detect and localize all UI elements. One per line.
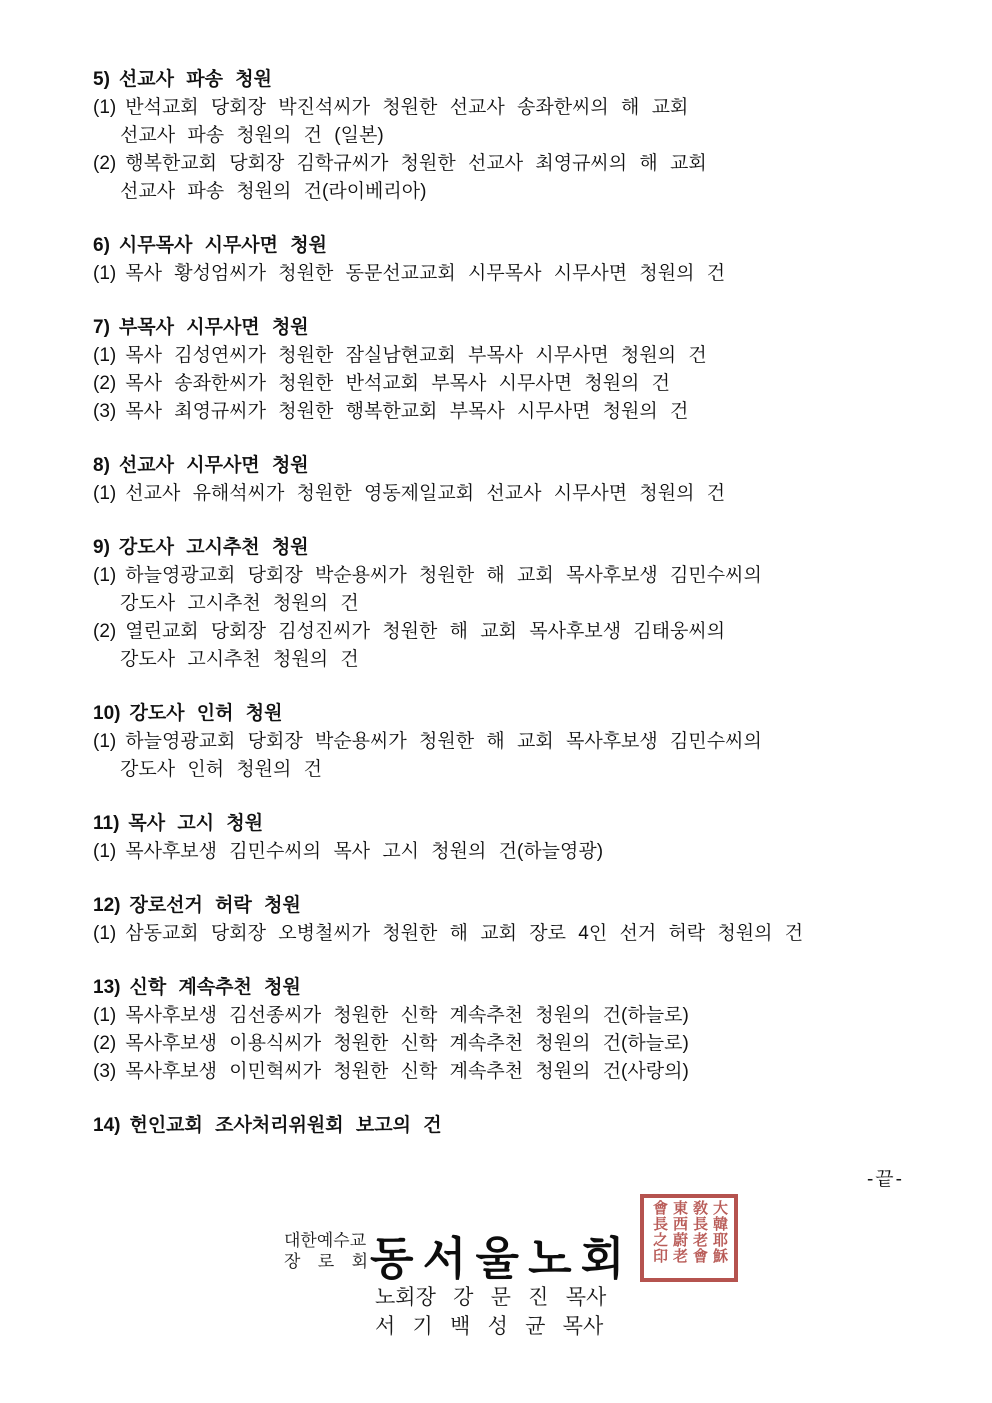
item-text: 목사 최영규씨가 청원한 행복한교회 부목사 시무사면 청원의 건 [125, 401, 689, 422]
petition-item [93, 1002, 906, 1030]
section-heading [93, 452, 906, 480]
section-heading [93, 810, 906, 838]
item-number: (1) [93, 731, 117, 752]
section-title: 강도사 고시추천 청원 [118, 537, 309, 558]
section-heading [93, 892, 906, 920]
petition-line [93, 756, 906, 784]
section-title: 선교사 파송 청원 [118, 69, 272, 90]
section-items [93, 260, 906, 288]
item-number: (2) [93, 1033, 117, 1054]
section-heading [93, 232, 906, 260]
item-number: (3) [93, 1061, 117, 1082]
petition-section [93, 1112, 906, 1140]
petition-line [93, 178, 906, 206]
petition-line [93, 150, 906, 178]
petition-section [93, 314, 906, 426]
item-number: (3) [93, 401, 117, 422]
org-small-line1: 대한예수교 [284, 1231, 367, 1250]
item-number: (1) [93, 1005, 117, 1026]
petition-item [93, 618, 906, 674]
end-mark: -끝- [866, 1169, 904, 1190]
section-title: 신학 계속추천 청원 [129, 977, 301, 998]
item-number: (2) [93, 153, 117, 174]
item-text: 열린교회 당회장 김성진씨가 청원한 해 교회 목사후보생 김태웅씨의 [125, 621, 726, 642]
section-heading [93, 974, 906, 1002]
section-title: 부목사 시무사면 청원 [118, 317, 309, 338]
petition-section [93, 232, 906, 288]
item-text: 목사후보생 이용식씨가 청원한 신학 계속추천 청원의 건(하늘로) [125, 1033, 689, 1054]
petition-item [93, 1030, 906, 1058]
item-text: 목사후보생 김민수씨의 목사 고시 청원의 건(하늘영광) [125, 841, 604, 862]
section-heading [93, 534, 906, 562]
item-text: 목사후보생 이민혁씨가 청원한 신학 계속추천 청원의 건(사랑의) [125, 1061, 689, 1082]
section-items [93, 342, 906, 426]
petition-item [93, 562, 906, 618]
section-heading [93, 1112, 906, 1140]
petition-item [93, 480, 906, 508]
petition-section [93, 892, 906, 948]
item-text: 선교사 유해석씨가 청원한 영동제일교회 선교사 시무사면 청원의 건 [125, 483, 726, 504]
section-items [93, 920, 906, 948]
section-title: 목사 고시 청원 [128, 813, 264, 834]
petition-line [93, 562, 906, 590]
petition-item [93, 838, 906, 866]
petition-item [93, 342, 906, 370]
petition-section [93, 700, 906, 784]
section-number: 6) [93, 235, 110, 256]
petition-section [93, 974, 906, 1086]
section-title: 장로선거 허락 청원 [129, 895, 301, 916]
item-text: 강도사 고시추천 청원의 건 [120, 649, 359, 670]
item-text: 목사 송좌한씨가 청원한 반석교회 부목사 시무사면 청원의 건 [125, 373, 671, 394]
moderator-signature-line: 노회장 강 문 진 목사 [375, 1285, 607, 1309]
section-heading [93, 700, 906, 728]
section-items [93, 562, 906, 674]
petition-section [93, 810, 906, 866]
petition-line [93, 1058, 906, 1086]
petition-item [93, 260, 906, 288]
section-number: 7) [93, 317, 110, 338]
petition-line [93, 728, 906, 756]
petition-line [93, 1002, 906, 1030]
item-text: 하늘영광교회 당회장 박순용씨가 청원한 해 교회 목사후보생 김민수씨의 [125, 565, 762, 586]
petition-item [93, 150, 906, 206]
section-number: 10) [93, 703, 121, 724]
petition-item [93, 1058, 906, 1086]
petition-line [93, 1030, 906, 1058]
section-items [93, 838, 906, 866]
item-text: 강도사 인허 청원의 건 [120, 759, 323, 780]
petition-line [93, 920, 906, 948]
section-number: 12) [93, 895, 121, 916]
secretary-signature-line: 서 기 백 성 균 목사 [375, 1314, 604, 1338]
seal-script-text: 大韓耶穌敎長老會東西蔚老會長之印 [651, 1200, 727, 1264]
petition-section [93, 534, 906, 674]
petition-line [93, 94, 906, 122]
item-number: (1) [93, 345, 117, 366]
item-number: (1) [93, 97, 117, 118]
item-text: 반석교회 당회장 박진석씨가 청원한 선교사 송좌한씨의 해 교회 [125, 97, 689, 118]
petition-line [93, 260, 906, 288]
section-items [93, 1002, 906, 1086]
petition-section [93, 66, 906, 206]
petition-line [93, 370, 906, 398]
org-name-large: 동 서 울 노 회 [370, 1234, 625, 1284]
petition-line [93, 838, 906, 866]
item-text: 삼동교회 당회장 오병철씨가 청원한 해 교회 장로 4인 선거 허락 청원의 건 [125, 923, 804, 944]
section-title: 시무목사 시무사면 청원 [118, 235, 328, 256]
item-number: (1) [93, 841, 117, 862]
item-number: (1) [93, 565, 117, 586]
item-number: (2) [93, 373, 117, 394]
item-text: 선교사 파송 청원의 건 (일본) [120, 125, 384, 146]
section-title: 선교사 시무사면 청원 [118, 455, 309, 476]
section-heading [93, 314, 906, 342]
org-name-small [284, 1230, 368, 1272]
item-text: 선교사 파송 청원의 건(라이베리아) [120, 181, 427, 202]
item-number: (1) [93, 483, 117, 504]
section-items [93, 480, 906, 508]
petition-line [93, 618, 906, 646]
petition-list [93, 66, 906, 1194]
item-text: 목사후보생 김선종씨가 청원한 신학 계속추천 청원의 건(하늘로) [125, 1005, 689, 1026]
petition-line [93, 342, 906, 370]
org-small-line2: 장 로 회 [284, 1252, 368, 1271]
petition-line [93, 590, 906, 618]
petition-section [93, 452, 906, 508]
section-number: 14) [93, 1115, 121, 1136]
petition-item [93, 370, 906, 398]
sections [93, 66, 906, 1140]
petition-item [93, 398, 906, 426]
section-number: 5) [93, 69, 110, 90]
section-title: 강도사 인허 청원 [129, 703, 283, 724]
section-number: 9) [93, 537, 110, 558]
presbytery-seal-stamp [640, 1194, 738, 1282]
petition-item [93, 728, 906, 784]
item-text: 목사 김성연씨가 청원한 잠실남현교회 부목사 시무사면 청원의 건 [125, 345, 707, 366]
item-number: (2) [93, 621, 117, 642]
section-items [93, 94, 906, 206]
item-text: 목사 황성엄씨가 청원한 동문선교교회 시무목사 시무사면 청원의 건 [125, 263, 726, 284]
section-number: 13) [93, 977, 121, 998]
petition-line [93, 122, 906, 150]
item-number: (1) [93, 263, 117, 284]
petition-item [93, 94, 906, 150]
petition-item [93, 920, 906, 948]
petition-line [93, 646, 906, 674]
section-title: 헌인교회 조사처리위원회 보고의 건 [129, 1115, 442, 1136]
section-number: 11) [93, 813, 120, 834]
item-text: 행복한교회 당회장 김학규씨가 청원한 선교사 최영규씨의 해 교회 [125, 153, 707, 174]
petition-line [93, 480, 906, 508]
section-number: 8) [93, 455, 110, 476]
petition-line [93, 398, 906, 426]
item-text: 하늘영광교회 당회장 박순용씨가 청원한 해 교회 목사후보생 김민수씨의 [125, 731, 762, 752]
section-heading [93, 66, 906, 94]
item-text: 강도사 고시추천 청원의 건 [120, 593, 359, 614]
item-number: (1) [93, 923, 117, 944]
section-items [93, 728, 906, 784]
